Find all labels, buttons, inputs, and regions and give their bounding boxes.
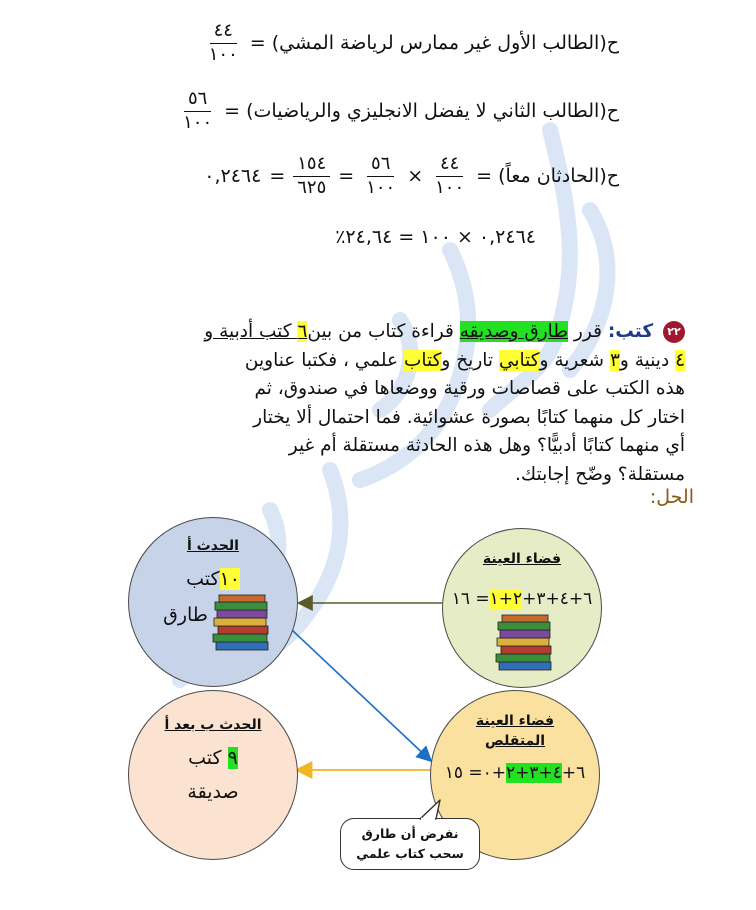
text-segment: شعرية و <box>539 349 610 371</box>
expr-tail: = ١٦ <box>451 589 490 609</box>
event-b-books-word: كتب <box>188 747 222 769</box>
highlight-segment: ٦ <box>297 321 308 342</box>
text-segment: قرر <box>568 321 602 342</box>
solution-label: الحل: <box>649 486 694 508</box>
event-b-count: ٩ <box>227 747 238 769</box>
times-sign: × <box>407 165 424 188</box>
expr-highlight: ٢+١ <box>489 589 523 609</box>
expr-plain: ٦+٤+٣+ <box>522 589 593 609</box>
equation-2 <box>179 90 619 133</box>
highlight-segment: ٣ <box>609 349 620 371</box>
equation-4-text: ٠,٢٤٦٤ × ١٠٠ = ٢٤,٦٤٪ <box>335 226 536 248</box>
equation-2-fraction <box>179 90 216 133</box>
problem-line-5: أي منهما كتابًا أدبيًّا؟ وهل هذه الحادثة مستقلة أم غير <box>288 435 685 456</box>
fraction-denominator: ١٠٠ <box>435 176 465 198</box>
sample-space-title: فضاء العينة <box>482 551 562 567</box>
books-stack-icon <box>210 594 272 652</box>
fraction-numerator: ٥٦ <box>367 155 394 177</box>
highlight-segment: كتابي <box>498 349 540 371</box>
equation-2-label: ح(الطالب الثاني لا يفضل الانجليزي والرياضيات) = <box>224 100 619 123</box>
problem-statement <box>85 318 685 489</box>
equals-sign: = <box>269 165 286 188</box>
problem-line-3: هذه الكتب على قصاصات ورقية ووضعاها في صندوق، ثم <box>254 378 685 399</box>
fraction-denominator: ١٠٠ <box>183 111 213 133</box>
event-a-books-word: كتب <box>186 568 220 590</box>
equation-3-result: ٠,٢٤٦٤ <box>204 165 262 188</box>
problem-keyword: كتب: <box>607 321 654 342</box>
expr-plain: ٦+ <box>561 763 586 783</box>
reduced-space-expression <box>431 763 599 783</box>
event-b-books <box>129 747 297 769</box>
fraction-product <box>293 155 330 198</box>
fraction-numerator: ١٥٤ <box>293 155 330 177</box>
reduced-space-title-2: المتقلص <box>484 733 546 749</box>
highlight-segment: ٤ <box>675 349 685 371</box>
problem-line-2 <box>85 347 685 376</box>
text-segment: كتب أدبية <box>219 321 298 342</box>
arrow-event-a-to-reduced <box>292 630 430 760</box>
event-a-title: الحدث أ <box>187 538 239 554</box>
equation-3 <box>204 155 619 198</box>
fraction-denominator: ١٠٠ <box>366 176 396 198</box>
event-b-circle <box>128 690 298 860</box>
equation-1-fraction <box>205 22 242 65</box>
problem-line-4: اختار كل منهما كتابًا بصورة عشوائية. فما احتمال ألا يختار <box>253 406 685 428</box>
equation-4 <box>335 226 536 248</box>
event-a-person: طارق <box>163 604 208 626</box>
fraction-numerator: ٤٤ <box>210 22 237 44</box>
text-segment: قراءة كتاب من بين <box>307 321 460 342</box>
equation-1 <box>205 22 619 65</box>
event-a-count: ١٠ <box>219 568 240 590</box>
highlight-segment: طارق وصديقه <box>459 321 569 342</box>
text-segment: تاريخ و <box>441 349 499 371</box>
fraction-first <box>431 155 468 198</box>
problem-line-6: مستقلة؟ وضّح إجابتك. <box>515 463 685 485</box>
fraction-numerator: ٤٤ <box>436 155 463 177</box>
fraction-second <box>362 155 399 198</box>
event-b-title: الحدث ب بعد أ <box>164 717 262 733</box>
event-b-person: صديقة <box>187 781 239 803</box>
callout-line-2: سحب كتاب علمي <box>356 846 464 861</box>
problem-line-1 <box>85 318 685 347</box>
text-segment: و <box>204 321 220 342</box>
text-segment: علمي ، فكتبا عناوين <box>244 349 404 371</box>
highlight-segment: كتاب <box>403 349 442 371</box>
equation-1-label: ح(الطالب الأول غير ممارس لرياضة المشي) = <box>249 32 619 55</box>
reduced-space-title-1: فضاء العينة <box>475 713 555 729</box>
equals-sign: = <box>338 165 355 188</box>
problem-number-badge: ٢٢ <box>663 321 685 343</box>
fraction-numerator: ٥٦ <box>184 90 211 112</box>
callout-note <box>340 818 480 870</box>
sample-space-expression <box>443 589 601 609</box>
expr-highlight: ٤+٣+٢ <box>506 763 562 783</box>
callout-line-1: نفرض أن طارق <box>361 826 459 841</box>
fraction-denominator: ١٠٠ <box>208 43 238 65</box>
fraction-denominator: ٦٢٥ <box>297 176 327 198</box>
expr-tail: +٠= ١٥ <box>444 763 506 783</box>
equation-3-label: ح(الحادثان معاً) = <box>476 165 619 188</box>
text-segment: دينية و <box>619 349 676 371</box>
event-a-books <box>129 568 297 590</box>
books-stack-icon <box>493 614 555 672</box>
